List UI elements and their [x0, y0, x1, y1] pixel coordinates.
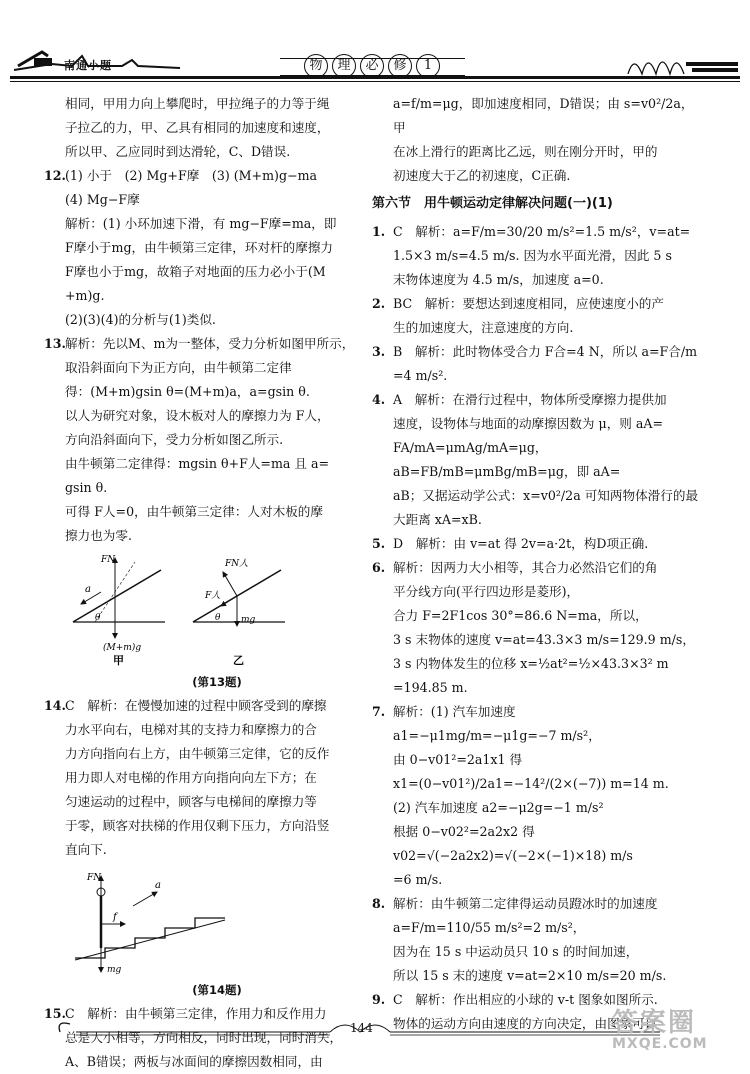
text-line: 解析：由牛顿第二定律得运动员蹬冰时的加速度: [393, 896, 658, 911]
question-number: 7.: [372, 704, 386, 719]
answer-first-line: [372, 340, 702, 364]
text-line: 由 0−v01²=2a1x1 得: [393, 752, 523, 767]
text-line: a=f/m=μg，即加速度相同，D错误；由 s=v0²/2a，甲: [393, 96, 694, 135]
figure-label: 甲: [113, 654, 124, 667]
figure-label: f: [113, 912, 117, 923]
text-line: 得：(M+m)gsin θ=(M+m)a，a=gsin θ.: [65, 384, 310, 399]
figure-label: (M+m)g: [103, 643, 142, 653]
text-line: 匀速运动的过程中，顾客与电梯间的摩擦力等: [65, 794, 317, 809]
book-title-char: 1: [416, 54, 440, 78]
text-line: v02=√(−2a2x2)=√(−2×(−1)×18) m/s: [393, 848, 633, 863]
watermark: [612, 1010, 742, 1054]
text-line: aB；又据运动学公式：x=v0²/2a 可知两物体滑行的最: [393, 488, 699, 503]
question-13: [44, 332, 369, 694]
page-header: [0, 0, 750, 90]
answer-item: [372, 532, 702, 556]
text-line: B 解析：此时物体受合力 F合=4 N，所以 a=F合/m: [393, 344, 698, 359]
text-line: A、B错误；两板与冰面间的摩擦因数相同，由: [65, 1054, 323, 1069]
page-number: 144: [350, 1021, 373, 1035]
text-line: 以人为研究对象，设木板对人的摩擦力为 F人，: [65, 408, 330, 423]
answer-item: [372, 340, 702, 388]
text-line: 用力即人对电梯的作用方向指向向左下方；在: [65, 770, 317, 785]
figure-label: FN人: [225, 559, 249, 569]
answer-item: [372, 292, 702, 340]
text-line: (2)(3)(4)的分析与(1)类似.: [65, 312, 216, 327]
text-line: (2) 汽车加速度 a2=−μ2g=−1 m/s²: [393, 800, 604, 815]
text-line: 力方向指向右上方，由牛顿第三定律，它的反作: [65, 746, 330, 761]
text-line: F摩小于mg，由牛顿第三定律，环对杆的摩擦力: [65, 240, 334, 255]
answer-first-line: [372, 556, 702, 580]
header-rule: [10, 76, 740, 79]
left-column: [44, 92, 369, 1074]
text-line: 方向沿斜面向下，受力分析如图乙所示.: [65, 432, 284, 447]
text-line: gsin θ.: [65, 480, 108, 495]
answer-item: [372, 700, 702, 892]
answer-first-line: [372, 292, 702, 316]
answer-item: [372, 388, 702, 532]
text-line: 所以甲、乙应同时到达滑轮，C、D错误.: [65, 144, 291, 159]
answer-first-line: [372, 892, 702, 916]
answer-first-line: [372, 700, 702, 724]
question-number: 3.: [372, 344, 386, 359]
answer-item: [372, 220, 702, 292]
text-line: 力水平向右，电梯对其的支持力和摩擦力的合: [65, 722, 317, 737]
text-line: 可得 F人=0，由牛顿第三定律：人对木板的摩: [65, 504, 323, 519]
answer-first-line: [372, 220, 702, 244]
section-title: 第六节 用牛顿运动定律解决问题(一)(1): [372, 196, 613, 211]
text-line: x1=(0−v01²)/2a1=−14²/(2×(−7)) m=14 m.: [393, 776, 669, 791]
text-line: 3 s 内物体发生的位移 x=½at²=½×43.3×3² m: [393, 656, 669, 671]
text-line: 于零，顾客对扶梯的作用仅剩下压力，方向沿竖: [65, 818, 330, 833]
question-number: 14.: [44, 698, 66, 713]
figure-label: FN: [101, 555, 116, 565]
question-number: 6.: [372, 560, 386, 575]
text-line: 取沿斜面向下为正方向，由牛顿第二定律: [65, 360, 292, 375]
text-line: =6 m/s.: [393, 872, 443, 887]
answer-first-line: [372, 532, 702, 556]
text-line: 在冰上滑行的距离比乙远，则在刚分开时，甲的: [393, 144, 658, 159]
text-line: C 解析：在慢慢加速的过程中顾客受到的摩擦: [65, 698, 327, 713]
figure-13: [65, 552, 295, 670]
right-column: [372, 92, 702, 1036]
text-line: C 解析：a=F/m=30/20 m/s²=1.5 m/s²，v=at=: [393, 224, 691, 239]
figure-label: mg: [241, 615, 256, 625]
text-line: +m)g.: [65, 288, 105, 303]
text-line: 末物体速度为 4.5 m/s，加速度 a=0.: [393, 272, 604, 287]
q15-continuation: [372, 92, 702, 188]
text-line: D 解析：由 v=at 得 2v=a·2t，构D项正确.: [393, 536, 649, 551]
figure-caption: (第14题): [192, 983, 242, 997]
figure-label: θ: [95, 613, 101, 623]
text-line: 所以 15 s 末的速度 v=at=2×10 m/s=20 m/s.: [393, 968, 667, 983]
text-line: 根据 0−v02²=2a2x2 得: [393, 824, 535, 839]
question-14: [44, 694, 369, 1002]
question-number: 4.: [372, 392, 386, 407]
text-line: FA/mA=μmAg/mA=μg，aB=FB/mB=μmBg/mB=μg，即 aA=: [393, 440, 621, 479]
text-line: 解析：因两力大小相等，其合力必然沿它们的角: [393, 560, 658, 575]
text-line: 解析：(1) 小环加速下滑，有 mg−F摩=ma，即: [65, 216, 337, 231]
figure-label: a: [85, 584, 91, 595]
answer-list: [372, 220, 702, 1036]
text-line: a1=−μ1mg/m=−μ1g=−7 m/s²，: [393, 728, 601, 743]
text-line: 总是大小相等，方向相反，同时出现，同时消失，: [65, 1030, 343, 1045]
text-line: 因为在 15 s 中运动员只 10 s 的时间加速，: [393, 944, 639, 959]
question-number: 8.: [372, 896, 386, 911]
watermark-text: 答案圈: [612, 1008, 697, 1038]
book-title-char: 物: [304, 54, 328, 78]
text-line: 3 s 末物体的速度 v=at=43.3×3 m/s=129.9 m/s，: [393, 632, 695, 647]
figure-label: a: [155, 880, 161, 891]
flower-decoration: [622, 48, 742, 78]
text-line: =194.85 m.: [393, 680, 468, 695]
figure-label: θ: [215, 613, 221, 623]
text-line: 解析：(1) 汽车加速度: [393, 704, 516, 719]
text-line: 直向下.: [65, 842, 107, 857]
figure-label: mg: [107, 965, 122, 975]
question-number: 5.: [372, 536, 386, 551]
text-line: F摩也小于mg，故箱子对地面的压力必小于(M: [65, 264, 326, 279]
text-line: A 解析：在滑行过程中，物体所受摩擦力提供加: [393, 392, 667, 407]
text-line: 生的加速度大，注意速度的方向.: [393, 320, 574, 335]
question-number: 13.: [44, 336, 66, 351]
answer-first-line: [372, 388, 702, 412]
text-line: 解析：先以M、m为一整体，受力分析如图甲所示，: [65, 336, 355, 351]
text-line: 子拉乙的力，甲、乙具有相同的加速度和速度，: [65, 120, 330, 135]
figure-label: F人: [205, 591, 221, 601]
text-line: =4 m/s².: [393, 368, 448, 383]
answer-item: [372, 556, 702, 700]
question-number: 1.: [372, 224, 386, 239]
question-number: 2.: [372, 296, 386, 311]
answer-item: [372, 892, 702, 988]
figure-14: [65, 868, 265, 978]
answer-line: (1) 小于 (2) Mg+F摩 (3) (M+m)g−ma: [65, 168, 318, 183]
figure-caption: (第13题): [192, 675, 242, 689]
text-line: 大距离 xA=xB.: [393, 512, 482, 527]
text-line: 速度，设物体与地面的动摩擦因数为 μ，则 aA=: [393, 416, 664, 431]
text-line: C 解析：由牛顿第三定律，作用力和反作用力: [65, 1006, 327, 1021]
book-title-char: 必: [360, 54, 384, 78]
question-12: [44, 164, 369, 332]
text-line: 1.5×3 m/s=4.5 m/s. 因为水平面光滑，因此 5 s: [393, 248, 672, 263]
text-line: 由牛顿第二定律得：mgsin θ+F人=ma 且 a=: [65, 456, 330, 471]
text-line: 擦力也为零.: [65, 528, 132, 543]
header-rule-thin: [10, 81, 740, 82]
text-line: BC 解析：要想达到速度相同，应使速度小的产: [393, 296, 664, 311]
text-line: 物体的运动方向由速度的方向决定，由图象可以: [393, 1016, 658, 1031]
watermark-url: MXQE.COM: [612, 1036, 708, 1052]
question-number: 9.: [372, 992, 386, 1007]
book-title-char: 修: [388, 54, 412, 78]
book-title-char: 理: [332, 54, 356, 78]
series-title: 南通小题: [64, 59, 112, 72]
answer-line: (4) Mg−F摩: [65, 192, 140, 207]
q11-continuation: [44, 92, 369, 164]
question-number: 15.: [44, 1006, 66, 1021]
text-line: a=F/m=110/55 m/s²=2 m/s²，: [393, 920, 586, 935]
text-line: 平分线方向(平行四边形是菱形)，: [393, 584, 580, 599]
text-line: 合力 F=2F1cos 30°=86.6 N=ma，所以，: [393, 608, 648, 623]
text-line: 相同，甲用力向上攀爬时，甲拉绳子的力等于绳: [65, 96, 330, 111]
figure-label: FN: [87, 873, 102, 883]
text-line: 初速度大于乙的初速度，C正确.: [393, 168, 571, 183]
figure-label: 乙: [233, 654, 244, 667]
question-number: 12.: [44, 168, 66, 183]
text-line: C 解析：作出相应的小球的 v-t 图象如图所示.: [393, 992, 658, 1007]
